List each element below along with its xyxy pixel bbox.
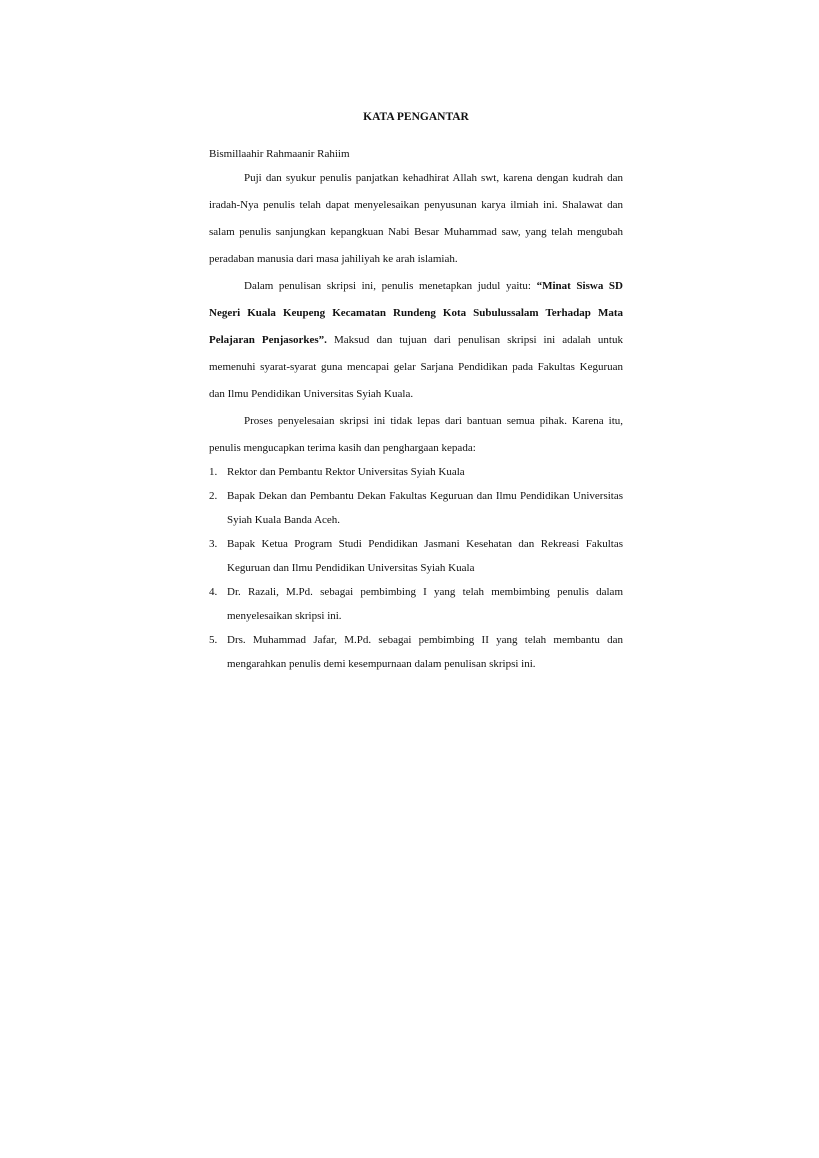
acknowledgement-list <box>209 460 623 676</box>
paragraph-3: Proses penyelesaian skripsi ini tidak lepas dari bantuan semua pihak. Karena itu, penulis mengucapkan terima kasih dan penghargaan kepada: <box>209 415 623 454</box>
list-item <box>209 580 623 628</box>
list-item-text: Drs. Muhammad Jafar, M.Pd. sebagai pembimbing II yang telah membantu dan mengarahkan penulis demi kesempurnaan dalam penulisan skripsi ini. <box>227 634 623 670</box>
opening-greeting: Bismillaahir Rahmaanir Rahiim <box>209 148 350 160</box>
page-content <box>209 108 623 676</box>
list-item <box>209 460 623 484</box>
paragraph-1: Puji dan syukur penulis panjatkan kehadhirat Allah swt, karena dengan kudrah dan iradah-Nya penulis telah dapat menyelesaikan penyusunan karya ilmiah ini. Shalawat dan salam penulis sanjungkan kepangkuan Nabi Besar Muhammad saw, yang telah mengubah peradaban manusia dari masa jahiliyah ke arah islamiah. <box>209 172 623 265</box>
list-item-number: 4. <box>209 586 218 598</box>
thesis-title: “Minat Siswa SD Negeri Kuala Keupeng Kecamatan Rundeng Kota Subulussalam Terhadap Mata Pelajaran Penjasorkes”. <box>209 280 623 346</box>
list-item-number: 2. <box>209 490 218 502</box>
list-item-text: Dr. Razali, M.Pd. sebagai pembimbing I yang telah membimbing penulis dalam menyelesaikan skripsi ini. <box>227 586 623 622</box>
list-item-text: Bapak Dekan dan Pembantu Dekan Fakultas Keguruan dan Ilmu Pendidikan Universitas Syiah Kuala Banda Aceh. <box>227 490 623 526</box>
list-item <box>209 532 623 580</box>
list-item <box>209 484 623 532</box>
paragraph-2-intro: Dalam penulisan skripsi ini, penulis menetapkan judul yaitu: <box>244 280 537 292</box>
list-item-text: Bapak Ketua Program Studi Pendidikan Jasmani Kesehatan dan Rekreasi Fakultas Keguruan dan Ilmu Pendidikan Universitas Syiah Kuala <box>227 538 623 574</box>
page-title: KATA PENGANTAR <box>363 111 469 123</box>
list-item-number: 3. <box>209 538 218 550</box>
list-item-text: Rektor dan Pembantu Rektor Universitas Syiah Kuala <box>227 466 465 478</box>
paragraph-2-rest: Maksud dan tujuan dari penulisan skripsi ini adalah untuk memenuhi syarat-syarat guna mencapai gelar Sarjana Pendidikan pada Fakultas Keguruan dan Ilmu Pendidikan Universitas Syiah Kuala. <box>209 334 623 400</box>
list-item-number: 5. <box>209 634 218 646</box>
paragraph-2 <box>209 273 623 408</box>
list-item <box>209 628 623 676</box>
list-item-number: 1. <box>209 466 218 478</box>
